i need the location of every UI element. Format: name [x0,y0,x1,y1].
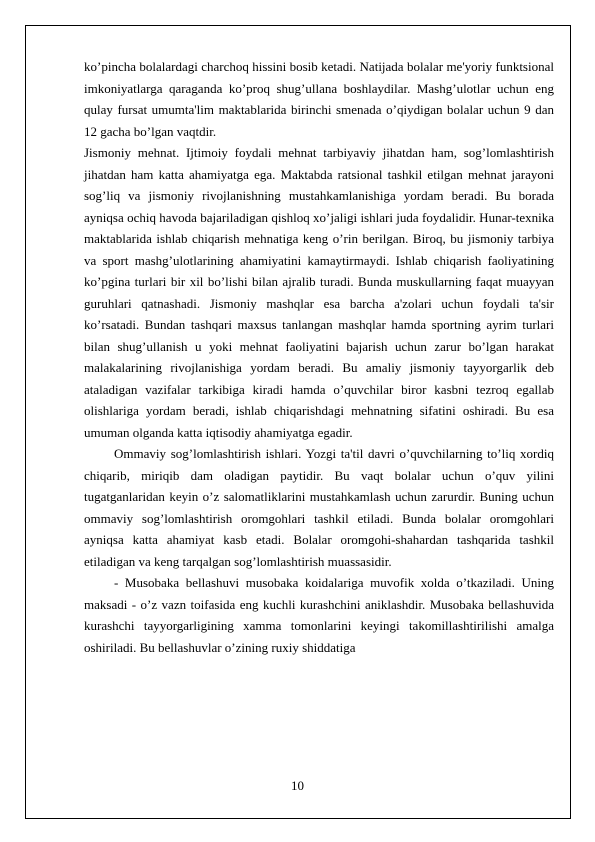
paragraph-4: - Musobaka bellashuvi musobaka koidalariga muvofik xolda o’tkaziladi. Uning maksadi - o’z vazn toifasida eng kuchli kurashchini aniklashdir. Musobaka bellashuvida kurashchi tayyorgarligining xamma tomonlarini keyingi takomillashtirilishi amalga oshiriladi. Bu bellashuvlar o’zining ruxiy shiddatiga [84,575,554,655]
page-number: 10 [291,778,304,793]
paragraph-3: Ommaviy sog’lomlashtirish ishlari. Yozgi ta'til davri o’quvchilarning to’liq xordiq chiqarib, miriqib dam oladigan paytidir. Bu vaqt bolalar uchun o’quv yilini tugatganlaridan keyin o’z salomatliklarini mustahkamlash uchun zarurdir. Buning uchun ommaviy sog’lomlashtirish oromgohlari tashkil etiladi. Bunda bolalar oromgohlari ayniqsa katta ahamiyat kasb etadi. Bolalar oromgohi-shahardan tashqarida tashkil etiladigan va keng tarqalgan sog’lomlashtirish muassasidir. [84,446,554,569]
paragraph-2: Jismoniy mehnat. Ijtimoiy foydali mehnat tarbiyaviy jihatdan ham, sog’lomlashtirish jihatdan ham katta ahamiyatga ega. Maktabda ratsional tashkil etilgan mehnat jarayoni sog’liq va jismoniy rivojlanishning mustahkamlanishiga yordam beradi. Bu borada ayniqsa ochiq havoda bajariladigan qishloq xo’jaligi ishlari juda foydalidir. Hunar-texnika maktablarida ishlab chiqarish mehnatiga keng o’rin berilgan. Biroq, bu jismoniy tarbiya va sport mashg’ulotlarining ahamiyatini kamaytirmaydi. Ishlab chiqarish faoliyatining ko’pgina turlari bir xil bo’lishi bilan ajralib turadi. Bunda muskullarning faqat muayyan guruhlari qatnashadi. Jismoniy mashqlar esa barcha a'zolari uchun foydali ta'sir ko’rsatadi. Bundan tashqari maxsus tanlangan mashqlar hamda sportning ayrim turlari bilan shug’ullanish u yoki mehnat faoliyatini bajarish uchun zarur bo’lgan harakat malakalarining rivojlanishiga yordam beradi. Bu amaliy jismoniy tayyorgarlik deb ataladigan vazifalar tarkibiga kiradi hamda o’quvchilar biror kasbni tezroq egallab olishlariga yordam beradi, ishlab chiqarishdagi mehnatning sifatini oshiradi. Bu esa umuman olganda katta iqtisodiy ahamiyatga egadir. [84,145,554,440]
paragraph-1: ko’pincha bolalardagi charchoq hissini bosib ketadi. Natijada bolalar me'yoriy funktsional imkoniyatlarga qaraganda ko’proq shug’ullana boshlaydilar. Mashg’ulotlar uchun eng qulay fursat umumta'lim maktablarida birinchi smenada o’qiydigan bolalar uchun 9 dan 12 gacha bo’lgan vaqtdir. [84,59,554,139]
document-body [84,56,554,658]
